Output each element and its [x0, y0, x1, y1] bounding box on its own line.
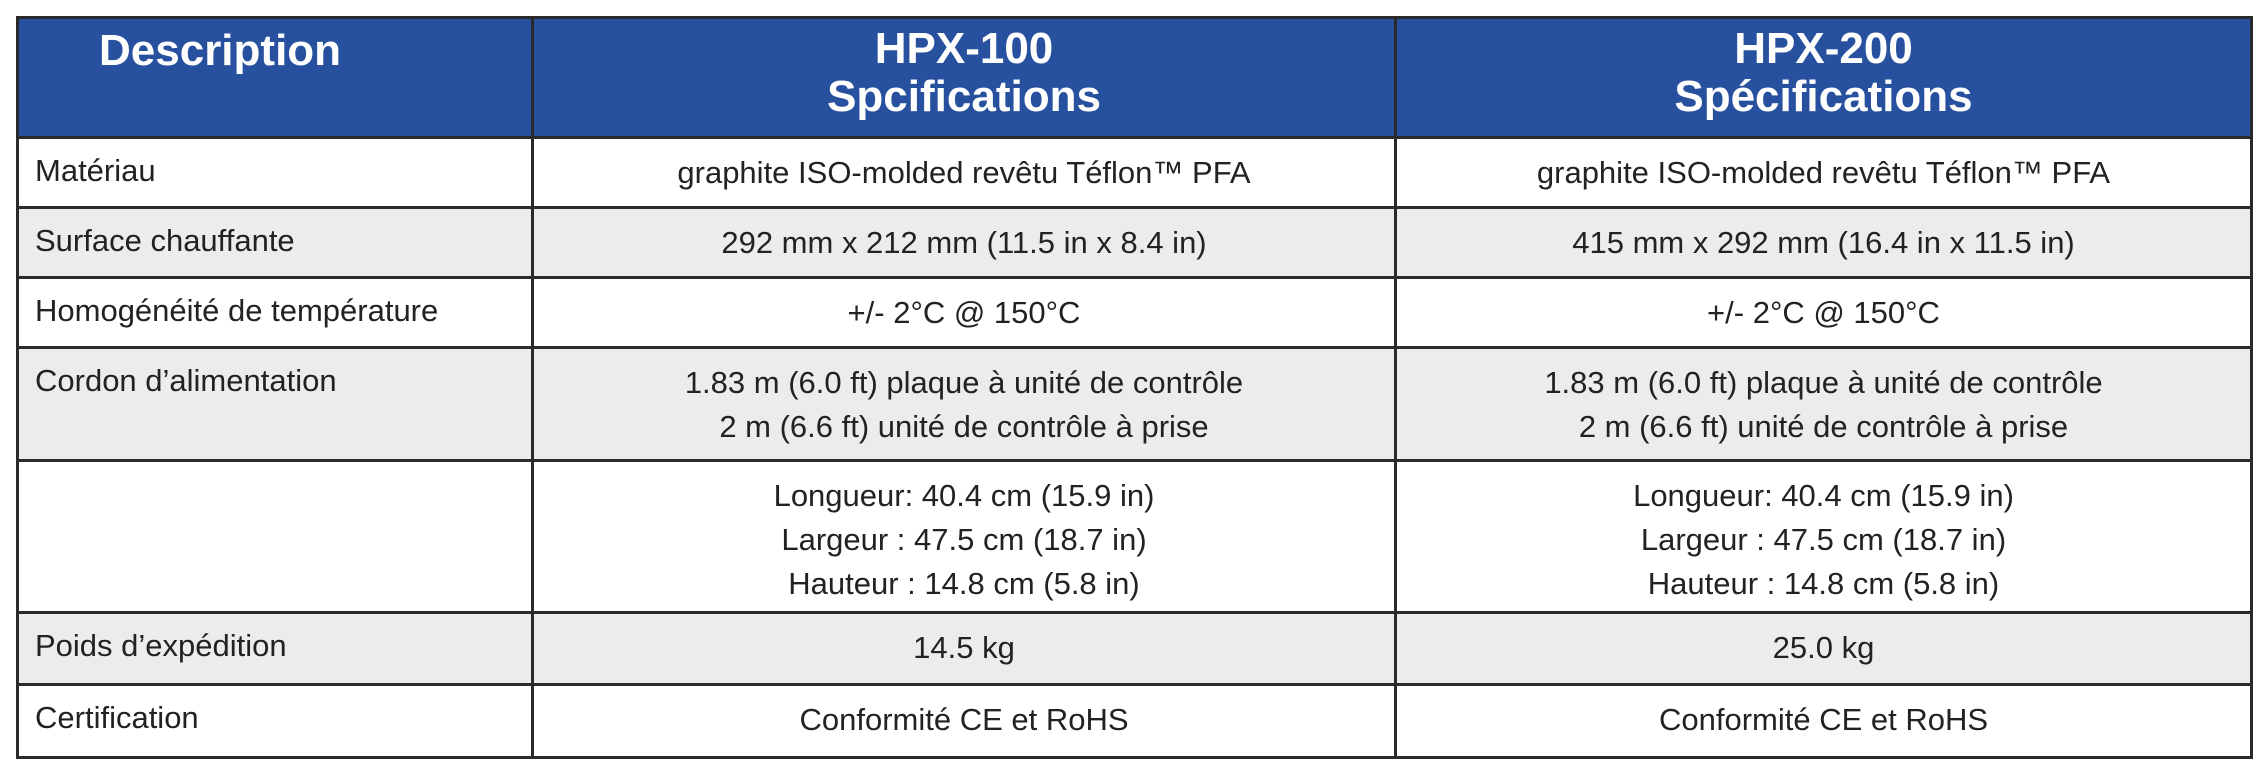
header-hpx-200 — [1396, 18, 2252, 138]
row-value-hpx-200 — [1396, 685, 2252, 758]
header-row — [18, 18, 2252, 138]
row-value-hpx-200 — [1396, 613, 2252, 685]
value-line: Longueur: 40.4 cm (15.9 in) — [1633, 478, 2014, 513]
row-value-hpx-100 — [533, 461, 1396, 613]
row-label: Homogénéité de température — [18, 278, 533, 348]
table-row-homogeneite — [18, 278, 2252, 348]
header-hpx-100-model: HPX-100 — [874, 24, 1054, 73]
value-line: Largeur : 47.5 cm (18.7 in) — [781, 522, 1147, 557]
value-line: Conformité CE et RoHS — [1658, 702, 1989, 737]
table-row-materiau — [18, 138, 2252, 208]
value-line: Hauteur : 14.8 cm (5.8 in) — [788, 566, 1140, 601]
row-value-hpx-100 — [533, 138, 1396, 208]
row-value-hpx-100 — [533, 613, 1396, 685]
header-hpx-200-model: HPX-200 — [1734, 24, 1913, 73]
value-line: 1.83 m (6.0 ft) plaque à unité de contrôle — [1544, 365, 2103, 400]
row-label: Cordon d’alimentation — [18, 348, 533, 461]
row-value-hpx-200 — [1396, 278, 2252, 348]
value-line: 292 mm x 212 mm (11.5 in x 8.4 in) — [721, 225, 1207, 260]
header-hpx-100 — [533, 18, 1396, 138]
row-value-hpx-100 — [533, 278, 1396, 348]
value-line: +/- 2°C @ 150°C — [1707, 295, 1940, 330]
value-line: 25.0 kg — [1772, 630, 1875, 665]
row-value-hpx-100 — [533, 685, 1396, 758]
value-line: Conformité CE et RoHS — [799, 702, 1129, 737]
value-line: 1.83 m (6.0 ft) plaque à unité de contrôle — [684, 365, 1244, 400]
table-row-surface — [18, 208, 2252, 278]
header-hpx-200-subtitle: Spécifications — [1674, 72, 1973, 121]
table-row-cordon — [18, 348, 2252, 461]
table-row-dimensions — [18, 461, 2252, 613]
row-label — [18, 461, 533, 613]
table-row-poids — [18, 613, 2252, 685]
value-line: 415 mm x 292 mm (16.4 in x 11.5 in) — [1572, 225, 2075, 260]
row-value-hpx-100 — [533, 348, 1396, 461]
row-value-hpx-200 — [1396, 461, 2252, 613]
row-label: Matériau — [18, 138, 533, 208]
row-label: Poids d’expédition — [18, 613, 533, 685]
row-value-hpx-200 — [1396, 208, 2252, 278]
value-line: Longueur: 40.4 cm (15.9 in) — [773, 478, 1155, 513]
value-line: 2 m (6.6 ft) unité de contrôle à prise — [1578, 409, 2069, 444]
value-line: 2 m (6.6 ft) unité de contrôle à prise — [719, 409, 1209, 444]
row-value-hpx-200 — [1396, 348, 2252, 461]
row-value-hpx-200 — [1396, 138, 2252, 208]
specifications-table — [16, 16, 2253, 759]
value-line: graphite ISO-molded revêtu Téflon™ PFA — [677, 155, 1251, 190]
value-line: Hauteur : 14.8 cm (5.8 in) — [1647, 566, 2000, 601]
row-value-hpx-100 — [533, 208, 1396, 278]
header-hpx-100-subtitle: Spcifications — [827, 72, 1101, 121]
value-line: 14.5 kg — [913, 630, 1015, 665]
table-row-certification — [18, 685, 2252, 758]
row-label: Surface chauffante — [18, 208, 533, 278]
value-line: graphite ISO-molded revêtu Téflon™ PFA — [1536, 155, 2111, 190]
header-description: Description — [18, 18, 533, 138]
value-line: Largeur : 47.5 cm (18.7 in) — [1640, 522, 2007, 557]
value-line: +/- 2°C @ 150°C — [847, 295, 1081, 330]
row-label: Certification — [18, 685, 533, 758]
